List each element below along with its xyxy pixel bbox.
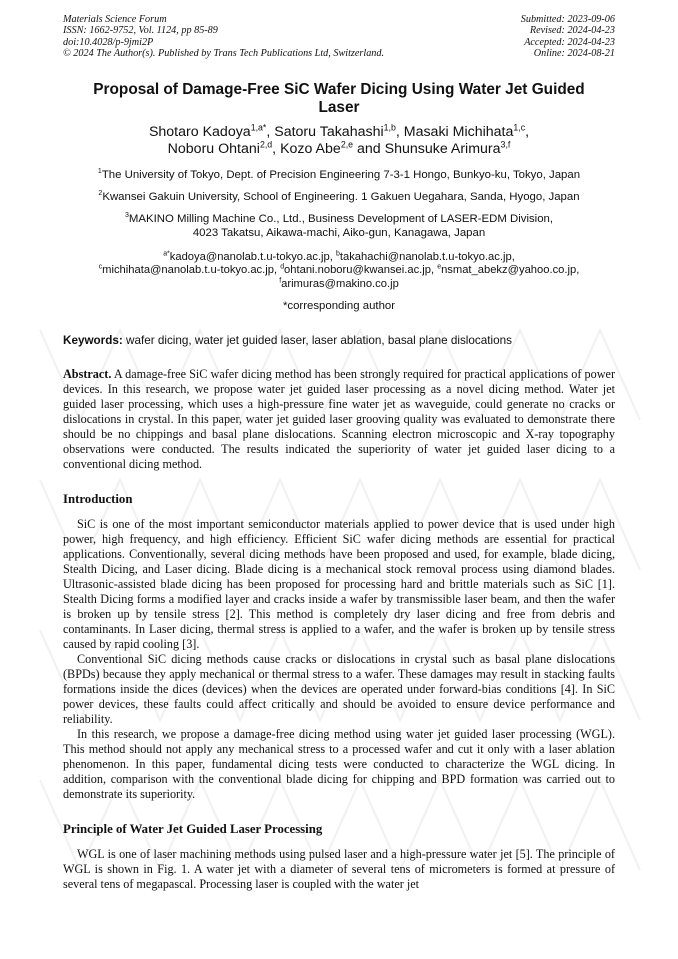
journal-issn: ISSN: 1662-9752, Vol. 1124, pp 85-89 bbox=[63, 25, 218, 37]
copyright-notice: © 2024 The Author(s). Published by Trans Tech Publications Ltd, Switzerland. bbox=[63, 48, 385, 60]
email-list: $^{a*}$kadoya@nanolab.t.u-tokyo.ac.jp, $^b$takahachi@nanolab.t.u-tokyo.ac.jp, $^c$michihata@nanolab.t.u-tokyo.ac.jp, $^d$ohtani.noboru@kwansei.ac.jp, $^e$nsmat_abekz@yahoo.co.jp, $^f$arimuras@makino.co.jp bbox=[98, 249, 580, 290]
paragraph: Conventional SiC dicing methods cause cracks or dislocations in crystal such as basal plane dislocations (BPDs) because they apply mechanical or thermal stress to a wafer. These damages may result in stacking faults formations inside the dices (devices) when the devices are operated under forward-bias conditions [4]. In SiC power devices, these faults could affect critically and should be avoided to ensure device performance and reliability. bbox=[63, 652, 615, 727]
author-name: Masaki Michihata bbox=[403, 123, 514, 140]
paragraph: SiC is one of the most important semiconductor materials applied to power device that is used under high power, high frequency, and high efficiency. Efficient SiC wafer dicing methods are essential for practical applications. Conventionally, several dicing methods have been proposed and used, for example, blade dicing, Stealth Dicing, and Laser dicing. Blade dicing is a mechanical stock removal process using diamond blades. Ultrasonic-assisted blade dicing has been proposed for processing hard and brittle materials such as SiC [1]. Stealth Dicing forms a modified layer and cracks inside a wafer by transmissible laser beam, and then the wafer is broken up by tensile stress [2]. This method is completely dry laser dicing and free from debris and contaminants. In Laser dicing, thermal stress is applied to a wafer, and the wafer is broken up by tensile stress caused by rapid cooling [3]. bbox=[63, 517, 615, 652]
journal-doi[interactable]: doi:10.4028/p-9jmi2P bbox=[63, 36, 154, 48]
affiliation-text: The University of Tokyo, Dept. of Precision Engineering 7-3-1 Hongo, Bunkyo-ku, Tokyo, Japan bbox=[101, 168, 581, 181]
section-heading-principle: Principle of Water Jet Guided Laser Processing bbox=[63, 822, 323, 837]
abstract-label: Abstract. bbox=[63, 367, 112, 382]
author-name: Kozo Abe bbox=[280, 141, 341, 158]
email-link[interactable]: ohtani.noboru@kwansei.ac.jp bbox=[284, 264, 431, 277]
email-mark: c bbox=[98, 263, 103, 271]
email-link[interactable]: nsmat_abekz@yahoo.co.jp bbox=[441, 264, 577, 277]
date-accepted: Accepted: 2024-04-23 bbox=[524, 36, 615, 48]
keywords-text: wafer dicing, water jet guided laser, laser ablation, basal plane dislocations bbox=[126, 334, 512, 348]
abstract-text: A damage-free SiC wafer dicing method has been strongly required for practical applications of power devices. In this research, we propose water jet guided laser processing as a novel dicing method. Water jet guided laser processing, which uses a high-pressure fine water jet as waveguide, could generate no cracks or dislocations in crystal. In this paper, water jet guided laser grooving quality was evaluated to demonstrate there should be no chippings and basal plane dislocations. Scanning electron microscopic and X-ray topography observations were conducted. The results indicated the superiority of water jet guided laser dicing to a conventional dicing method. bbox=[63, 367, 616, 472]
paragraph: WGL is one of laser machining methods using pulsed laser and a high-pressure water jet [5]. The principle of WGL is shown in Fig. 1. A water jet with a diameter of several tens of micrometers is formed at pressure of several tens of megapascal. Processing laser is coupled with the water jet bbox=[63, 847, 615, 892]
affiliation-number: 1 bbox=[97, 167, 102, 175]
author-affiliation-mark: 2,d bbox=[259, 139, 273, 150]
journal-info bbox=[63, 14, 384, 60]
section-heading-introduction: Introduction bbox=[63, 492, 133, 507]
author-affiliation-mark: 1,a* bbox=[250, 121, 267, 132]
publication-dates bbox=[521, 14, 615, 60]
affiliation-text: Kwansei Gakuin University, School of Engineering. 1 Gakuen Uegahara, Sanda, Hyogo, Japan bbox=[102, 190, 580, 203]
affiliation-number: 3 bbox=[124, 211, 129, 219]
author-name: Shotaro Kadoya bbox=[148, 123, 251, 140]
author-separator: , bbox=[272, 141, 281, 158]
date-submitted: Submitted: 2023-09-06 bbox=[520, 14, 615, 25]
keywords bbox=[63, 334, 615, 348]
author-name: Noboru Ohtani bbox=[167, 141, 260, 158]
corresponding-author-note: *corresponding author bbox=[282, 300, 396, 313]
keywords-label: Keywords: bbox=[63, 334, 123, 348]
email-link[interactable]: michihata@nanolab.t.u-tokyo.ac.jp bbox=[102, 264, 274, 277]
email-link[interactable]: kadoya@nanolab.t.u-tokyo.ac.jp bbox=[169, 250, 330, 263]
email-mark: e bbox=[437, 263, 442, 271]
paper-title: Proposal of Damage-Free SiC Wafer Dicing Using Water Jet Guided Laser bbox=[93, 80, 585, 116]
author-separator: and bbox=[353, 141, 385, 158]
email-mark: f bbox=[279, 276, 282, 284]
author-affiliation-mark: 1,c bbox=[513, 121, 526, 132]
abstract bbox=[63, 367, 615, 472]
affiliation-text: 4023 Takatsu, Aikawa-machi, Aiko-gun, Kanagawa, Japan bbox=[192, 226, 486, 239]
author-affiliation-mark: 1,b bbox=[383, 121, 396, 132]
email-mark: d bbox=[280, 263, 285, 271]
email-link[interactable]: arimuras@makino.co.jp bbox=[281, 277, 399, 290]
date-revised: Revised: 2024-04-23 bbox=[529, 25, 615, 37]
journal-name: Materials Science Forum bbox=[63, 14, 167, 25]
affiliation-3 bbox=[63, 212, 615, 240]
affiliation-1 bbox=[63, 168, 615, 182]
email-link[interactable]: takahachi@nanolab.t.u-tokyo.ac.jp bbox=[339, 250, 512, 263]
author-affiliation-mark: 3,f bbox=[500, 139, 511, 150]
affiliation-number: 2 bbox=[98, 189, 103, 197]
affiliation-2 bbox=[63, 190, 615, 204]
author-affiliation-mark: 2,e bbox=[340, 139, 354, 150]
date-online: Online: 2024-08-21 bbox=[533, 48, 615, 60]
paragraph: In this research, we propose a damage-free dicing method using water jet guided laser processing (WGL). This method should not apply any mechanical stress to a processed wafer and cut it only with a laser ablation phenomenon. In this paper, fundamental dicing tests were conducted to characterize the WGL dicing. In addition, comparison with the conventional blade dicing for chipping and BPD formation was carried out to demonstrate its superiority. bbox=[63, 727, 615, 802]
affiliation-text: MAKINO Milling Machine Co., Ltd., Business Development of LASER-EDM Division, bbox=[128, 212, 554, 225]
paper-page bbox=[63, 14, 615, 892]
author-separator: , bbox=[525, 123, 530, 140]
author-list bbox=[63, 121, 615, 159]
author-name: Shunsuke Arimura bbox=[384, 141, 501, 158]
email-mark: b bbox=[336, 249, 340, 257]
author-separator: , bbox=[395, 123, 404, 140]
journal-header bbox=[63, 14, 615, 60]
email-mark: a* bbox=[163, 249, 170, 257]
author-separator: , bbox=[266, 123, 275, 140]
author-name: Satoru Takahashi bbox=[274, 123, 384, 140]
